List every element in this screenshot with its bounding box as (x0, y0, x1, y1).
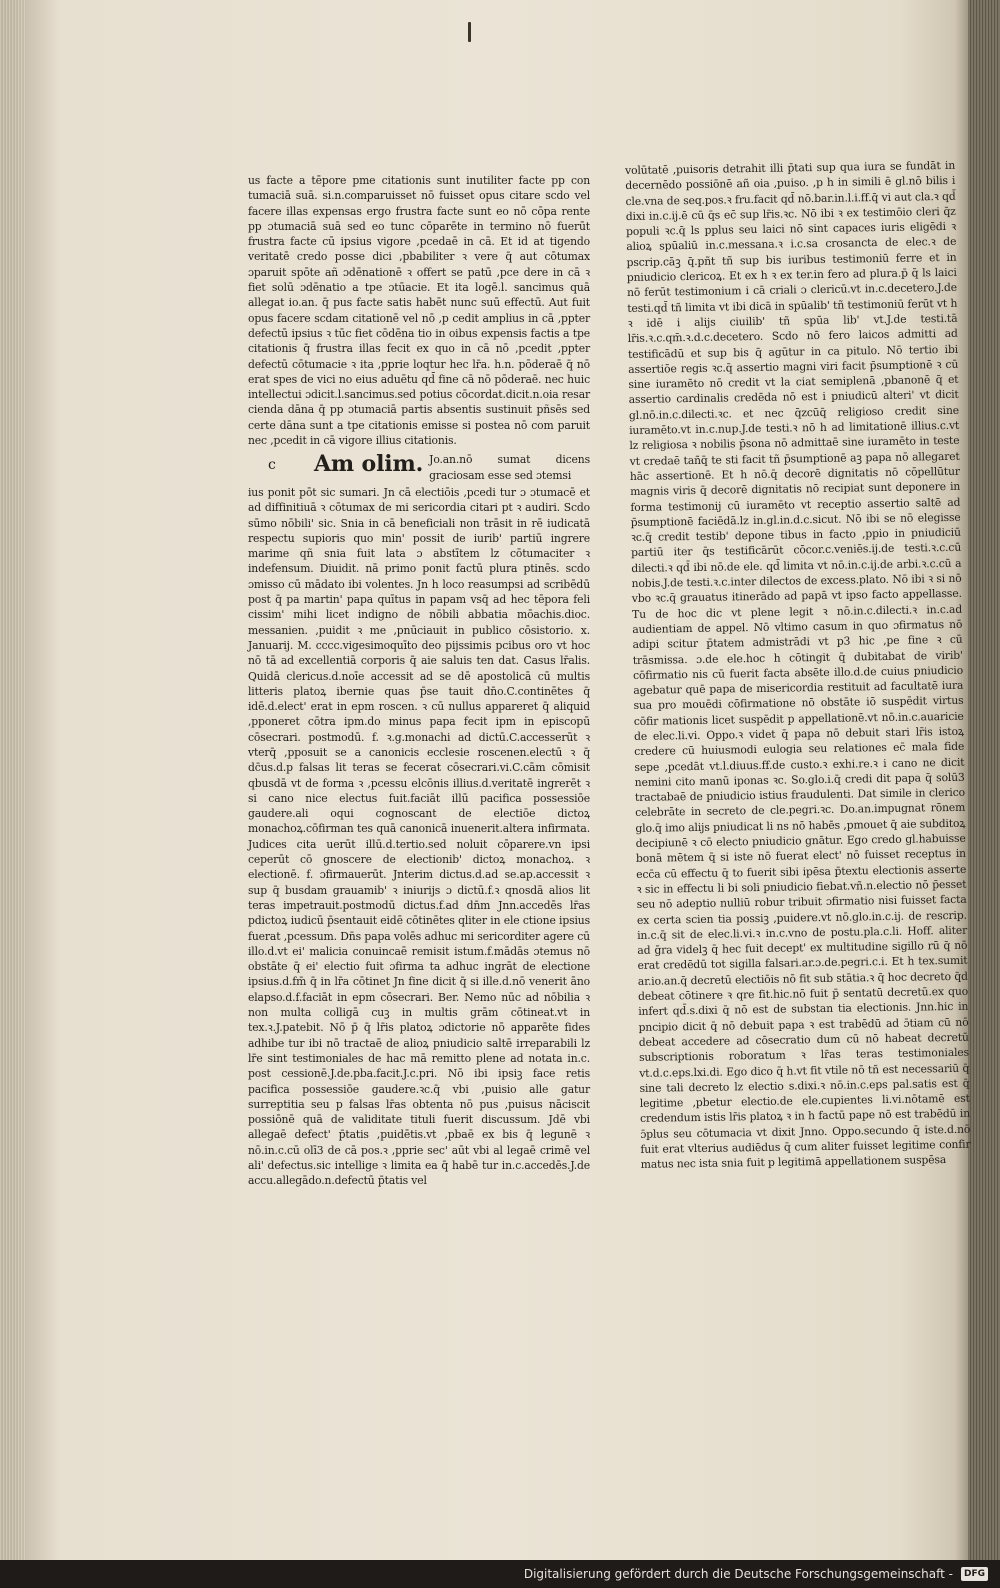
footer-bar (0, 1560, 1000, 1588)
left-column-top-paragraph: us facte a tēpore pme citationis sunt inutiliter facte pp con tumaciā suā. si.n.comparuisset nō fuisset opus citare scdo vel facere illas expensas ergo frustra facte sunt eo nō cōpa rente pp ɔtumaciā suā sed eo tunc cōparēte in termino nō fuerūt frustra facte cū ipsius vigore ,pcedaē in cā. Et id at tigendo veritatē credo posse dici ,pbabiliter ꝛ vere q̄ aut cōtumax ɔparuit spōte añ ɔdēnationē ꝛ offert se patū ,pce dere in cā ꝛ fiet solū ɔdēnatio a tpe ɔtūacie. Et ita logē.l. sancimus quā allegat io.an. q̄ pus facte satis habēt nunc suū effectū. Aut fuit opus facere scdam citationē vel nō ,p cedit amplius in cā ,ppter defectū ipsius ꝛ tūc fiet cōdēna tio in oibus expensis factis a tpe citationis q̄ frustra illas fecit ex quo in cā nō ,pcedit ,ppter defectū cōtumacie ꝛ ita ,pprie loqtur hec lr̄a. h.n. pōderaē q̄ nō erat spes de vici no eius aduētu qd̄ fine cā nō pōderaē. nec huic intellectui ɔdicit.l.sancimus.sed potius cōcordat.dicit.n.oia resar cienda dāna q̄ pp ɔtumaciā partis absentis sustinuit pñsēs sed certe dāna sunt a tpe citationis emisse si postea nō com paruit nec ,pcedit in cā vigore illius citationis. (248, 174, 590, 448)
initial-words: Am olim. (314, 451, 424, 478)
initial-rest: Jo.an.nō sumat dicens graciosam esse sed ɔtemsi (429, 453, 590, 482)
dfg-logo-badge: DFG (961, 1567, 988, 1581)
page-edges-left (0, 0, 26, 1560)
right-column-paragraph: volūtatē ,puisoris detrahit illi p̄tati sup qua iura se fundāt in decernēdo possiōnē añ oia ,puiso. ,p h in simili ē gl.nō bilis i cle.vna de seq.pos.ꝛ fru.facit qd̄ nō.bar.in.l.i.ff.q̄ vi aut cla.ꝛ qd̄ dixi in.c.ij.ē cū q̄s ec̄ sup lr̄is.ꝛc. Nō ibi ꝛ ex testimōio cleri q̄z populi ꝛc.q̄ ls pplus seu laici nō sint capaces iuris eligēdi ꝛ alioꝝ spūaliū in.c.messana.ꝛ i.c.sa crosancta de elec.ꝛ de pscrip.cāꝫ q̄.pñt tñ sup bis iuribus testimoniū ferre et in pniudicio clericoꝝ. Et ex h ꝛ ex ter.in fero ad plura.p̄ q̄ ls laici nō ferūt testimonium i cā criali ɔ clericū.vt in.c.decetero.J.de testi.qd̄ tñ limita vt ibi dicā in spūalib' tñ testimoniū ferūt vt h ꝛ idē i alijs ciuilib' tñ spūa lib' vt.J.de testi.tā lr̄is.ꝛ.c.qm̄.ꝛ.d.c.decetero. Scdo nō fero laicos admitti ad testificādū et sup bis q̄ agūtur in ca pitulo. Nō tertio ibi assertiōe regis ꝛc.q̄ assertio magni viri facit p̄sumptionē ꝛ cū sine iuramēto nō credit vt la ciat semiplenā ,pbanonē q̄ et assertio cardinalis credēda nō est i pniudicū alteri' vt dicit gl.nō.in.c.dilecti.ꝛc. et nec q̄zcūq̄ religioso credit sine iuramēto.vt in.c.nup.J.de testi.ꝛ nō h ad limitationē illius.c.vt lz religiosa ꝛ nobilis p̄sona nō admittaē sine iuramēto in teste vt credaē tañq̄ te sti facit tñ p̄sumptionē aꝫ papa nō allegaret hāc assertionē. Et h nō.q̄ decorē dignitatis nō cōpellūtur magnis viris q̄ decorē dignitatis nō recipiat sunt deponere in forma testimonij cū iuramēto vt receptio assertio saltē ad p̄sumptionē faciēdā.lz in.gl.in.d.c.sicut. Nō ibi se nō elegisse ꝛc.q̄ credit testib' depone tibus in facto ,ppio in pniudiciū partiū iter q̄s testificārūt cōcor.c.veniēs.ij.de testi.ꝛ.c.cū dilecti.ꝛ qd̄ ibi nō.de ele. qd̄ limita vt nō.in.c.ij.de arbi.ꝛ.c.cū a nobis.J.de testi.ꝛ.c.inter dilectos de excess.plato. Nō ibi ꝛ si nō vbo ꝛc.q̄ grauatus itinerādo ad papā vt ipso facto appellasse. Tu de hoc dic vt plene legit ꝛ nō.in.c.dilecti.ꝛ in.c.ad audientiam de appel. Nō vltimo casum in quo ɔfirmatus nō adipi scitur p̄tatem admistrādi vt p3 hic ,pe fine ꝛ cū trāsmissa. ɔ.de ele.hoc h cōtingit q̄ dubitabat de virib' cōfirmatio nis cū fuerit facta absēte illo.d.de cuius pniudicio agebatur quē papa de misericordia restituit ad facultatē iura sua pro mouēdi cōfirmatione nō obstāte iō suspēdit virtus cōfir mationis licet suspēdit p appellationē.vt nō.in.c.auaricie de elec.li.vi. Oppo.ꝛ videt q̄ papa nō debuit stari lr̄is istoꝝ credere cū huiusmodi eulogia seu relationes ec̄ mala fide sepe ,pcedāt vt.l.diuus.ff.de custo.ꝛ exhi.re.ꝛ i cano ne dicit nemini cito manū iponas ꝛc. So.glo.i.q̄ credi dit papa q̄ solū3 tractabaē de pniudicio istius fraudulenti. Dat simile in clerico celebrāte in secreto de cle.pegri.ꝛc. Do.an.impugnat rōnem glo.q̄ imo alijs pniudicat li ns nō habēs ,pmouet q̄ aie subditoꝝ decipiunē ꝛ cō electo pniudicio gnātur. Ego credo gl.habuisse bonā mētem q̄ si iste nō fuerat elect' nō fuisset receptus in ecc̄a cū effectu q̄ to fuerit sibi ipēsa p̄textu electionis asserte ꝛ sic in effectu li bi soli pniudicio fiebat.vñ.n.electio nō p̄esset seu nō adeptio nulliū robur tribuit ɔfirmatio nisi fuisset facta ex certa scien tia possiꝫ ,puidere.vt nō.glo.in.c.ij. de rescrip. in.c.q̄ sit de elec.li.vi.ꝛ in.c.vno de postu.pla.c.li. Hoff. aliter ad ḡra videlꝫ q̄ hec fuit decept' ex multitudine sigillo rū q̄ nō erat credēdū tot sigilla falsari.ar.ɔ.de.pegri.c.i. Et h tex.sumit ar.io.an.q̄ decretū electiōis nō fit sub stātia.ꝛ q̄ hoc decreto q̄d debeat cōtinere ꝛ qre fit.hic.nō fuit p̄ sentatū decretū.ex quo infert qd̄.s.dixi q̄ nō est de substan tia electionis. Jnn.hic in pncipio dicit q̄ nō debuit papa ꝛ est trabēdū ad ɔ̄tiam cū nō debeat accedere ad cōsecratio dum cū nō habeat decretū subscriptionis roboratum ꝛ lr̄as teras testimoniales vt.d.c.eps.lxi.di. Ego dico q̄ h.vt fit vtile nō tñ est necessariū q̄ sine tali decreto lz electio s.dixi.ꝛ nō.in.c.eps pal.satis est q̄ legitime ,pbetur electio.de ele.cupientes li.vi.nōtamē est credendum istis lr̄is platoꝝ ꝛ in h factū pape nō est trabēdū in ɔ̄plus seu cōtumacia vt dixit Jnno. Oppo.secundo q̄ iste.d.nō fuit erat vlterius audiēdus q̄ cum aliter fuisset legitime confir matus nec ista snia fuit p legitimā appellationem suspēsa (625, 158, 971, 1172)
gutter-mark (468, 22, 471, 42)
page-edges-right (968, 0, 1000, 1560)
initial-row (248, 452, 590, 483)
funding-note: Digitalisierung gefördert durch die Deutsche Forschungsgemeinschaft - (523, 1567, 953, 1581)
right-text-column (625, 158, 971, 1173)
margin-letter: c (268, 457, 276, 474)
left-text-column (248, 173, 590, 1189)
left-column-body-paragraph: ius ponit pōt sic sumari. Jn cā electiōis ,pcedi tur ɔ ɔtumacē et ad diffinitiuā ꝛ cōtumax de mi sericordia citari pt ꝛ audiri. Scdo sūmo nōbili' sic. Snia in cā beneficiali non trāsit in rē iudicatā respectu supioris quo min' possit de iurib' partiū ingrere marime qñ snia fuit lata ɔ abstītem lz cōtumaciter ꝛ indefensum. Diuidit. nā primo ponit factū plura ptinēs. scdo ɔmisso cū mādato ibi volentes. Jn h loco reasumpsi ad scribēdū post q̄ pa martin' papa quītus in papam vsq̄ ad hec tēpora feli cissim' mihi licet indigno de nōbili abbatia mōachis.dioc. messanien. ,puidit ꝛ me ,pnūciauit in publico cōsistorio. x. Januarij. M. cccc.vigesimoquīto deo pijssimis pcibus oro vt hoc nō tā ad excellentiā corporis q̄ aie saluis ten dat. Casus lr̄alis. Quidā clericus.d.noīe accessit ad se dē apostolicā cū multis litteris platoꝝ ibernie quas p̄se tauit dn̄o.C.continētes q̄ idē.d.elect' erat in epm roscen. ꝛ cū nullus appareret q̄ aliquid ,pponeret cōtra ipm.do minus papa fecit ipm in episcopū cōsecrari. postmodū. f. ꝛ.g.monachi ad dictū.C.accesserūt ꝛ vterq̄ ,pposuit se a canonicis ecclesie roscenen.electū ꝛ q̄ dc̄us.d.p falsas lit teras se fecerat cōsecrari.vi.C.cām cōmisit qbusdā vt de forma ꝛ ,pcessu elcōnis illius.d.veritatē ingrerēt ꝛ si cano nice electus fuit.faciāt illū pacifica possessiōe gaudere.ali oqui cognoscant de electiōe dictoꝝ monachoꝝ.cōfirman tes quā canonicā inuenerit.altera infirmata. Judices cita uerūt illū.d.tertio.sed noluit cōparere.vn ipsi ceperūt cō gnoscere de electionib' dictoꝝ monachoꝝ. ꝛ electionē. f. ɔfirmauerūt. Jnterim dictus.d.ad se.ap.accessit ꝛ sup q̄ busdam grauamib' ꝛ iniurijs ɔ dictū.f.ꝛ qnosdā alios lit teras impetrauit.postmodū dictus.f.ad dn̄m Jnn.accedēs lr̄as pdictoꝝ iudicū p̄sentauit eidē cōtinētes qliter in ele ctione ipsius fuerat ,pcessum. Dn̄s papa volēs adhuc mi sericorditer agere cū illo.d.vt ei' malicia conuincaē remisit istum.f.mādās ɔtemus nō obstāte q̄ ei' electio fuit ɔfirma ta adhuc ingrāt de electione ipsius.d.fm̄ q̄ in lr̄a cōtinet Jn fine dicit q̄ si ille.d.nō venerit āno elapso.d.f.faciāt in epm cōsecrari. Ber. Nemo nūc ad nōbilia ꝛ non multa colligā cuꝫ in multis grām cōtineat.vt in tex.ꝛ.J.patebit. Nō p̄ q̄ lr̄is platoꝝ ɔdictorie nō apparēte fides adhibe tur ibi nō tractaē de alioꝝ pniudicio saltē irreparabili lz lr̄e sint testimoniales de hac mā remitto plene ad notata in.c. post cessionē.J.de.pba.facit.J.c.pri. Nō ibi ipsiꝫ face retis pacifica possessiōe gaudere.ꝛc.q̄ vbi ,puisio alle gatur surreptitia seu p falsas lr̄as obtenta nō pus ,puisus nāciscit possiōnē quā de validitate tituli fuerit discussum. Jdē vbi allegaē defect' p̄tatis ,puidētis.vt ,pbaē ex bis q̄ legunē ꝛ nō.in.c.cū olī3 de cā pos.ꝛ ,pprie sec' aūt vbi al legaē crimē vel ali' defectus.sic intellige ꝛ limita ea q̄ habē tur in.c.accedēs.J.de accu.allegādo.n.defectū p̄tatis vel (248, 485, 590, 1188)
